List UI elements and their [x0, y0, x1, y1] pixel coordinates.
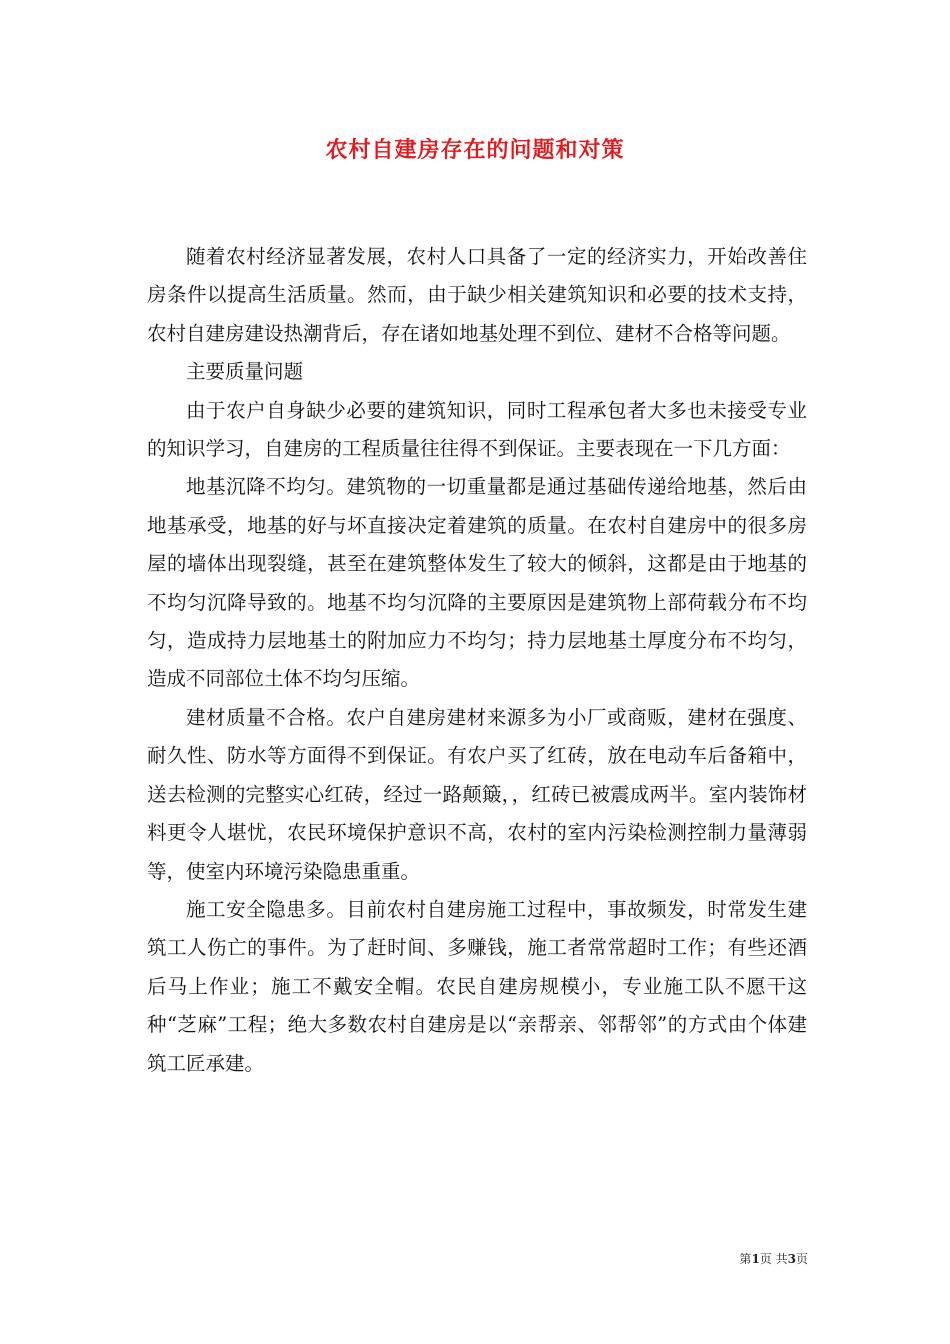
footer-total-pages: 3 [787, 1252, 796, 1266]
paragraph-foundation: 地基沉降不均匀。建筑物的一切重量都是通过基础传递给地基，然后由地基承受，地基的好与坏直接决定着建筑的质量。在农村自建房中的很多房屋的墙体出现裂缝，甚至在建筑整体发生了较大的倾斜，这都是由于地基的不均匀沉降导致的。地基不均匀沉降的主要原因是建筑物上部荷载分布不均匀，造成持力层地基土的附加应力不均匀；持力层地基土厚度分布不均匀，造成不同部位土体不均匀压缩。 [147, 475, 807, 691]
paragraph-overview: 由于农户自身缺少必要的建筑知识，同时工程承包者大多也未接受专业的知识学习，自建房的工程质量往往得不到保证。主要表现在一下几方面： [147, 398, 807, 461]
footer-suffix: 页 [795, 1252, 808, 1266]
paragraph-safety: 施工安全隐患多。目前农村自建房施工过程中，事故频发，时常发生建筑工人伤亡的事件。为了赶时间、多赚钱，施工者常常超时工作；有些还酒后马上作业；施工不戴安全帽。农民自建房规模小，专业施工队不愿干这种“芝麻”工程；绝大多数农村自建房是以“亲帮亲、邻帮邻”的方式由个体建筑工匠承建。 [147, 897, 807, 1075]
footer-current-page: 1 [751, 1252, 760, 1266]
footer-middle: 页 共 [759, 1252, 788, 1266]
footer-prefix: 第 [739, 1252, 752, 1266]
page-footer [700, 1250, 808, 1267]
document-body [147, 238, 807, 1083]
paragraph-materials: 建材质量不合格。农户自建房建材来源多为小厂或商贩，建材在强度、耐久性、防水等方面得不到保证。有农户买了红砖，放在电动车后备箱中，送去检测的完整实心红砖，经过一路颠簸，，红砖已被震成两半。室内装饰材料更令人堪忧，农民环境保护意识不高，农村的室内污染检测控制力量薄弱等，使室内环境污染隐患重重。 [147, 705, 807, 883]
section-heading: 主要质量问题 [186, 360, 304, 384]
paragraph-intro: 随着农村经济显著发展，农村人口具备了一定的经济实力，开始改善住房条件以提高生活质量。然而，由于缺少相关建筑知识和必要的技术支持，农村自建房建设热潮背后，存在诸如地基处理不到位、建材不合格等问题。 [147, 245, 807, 345]
document-title: 农村自建房存在的问题和对策 [325, 137, 625, 163]
